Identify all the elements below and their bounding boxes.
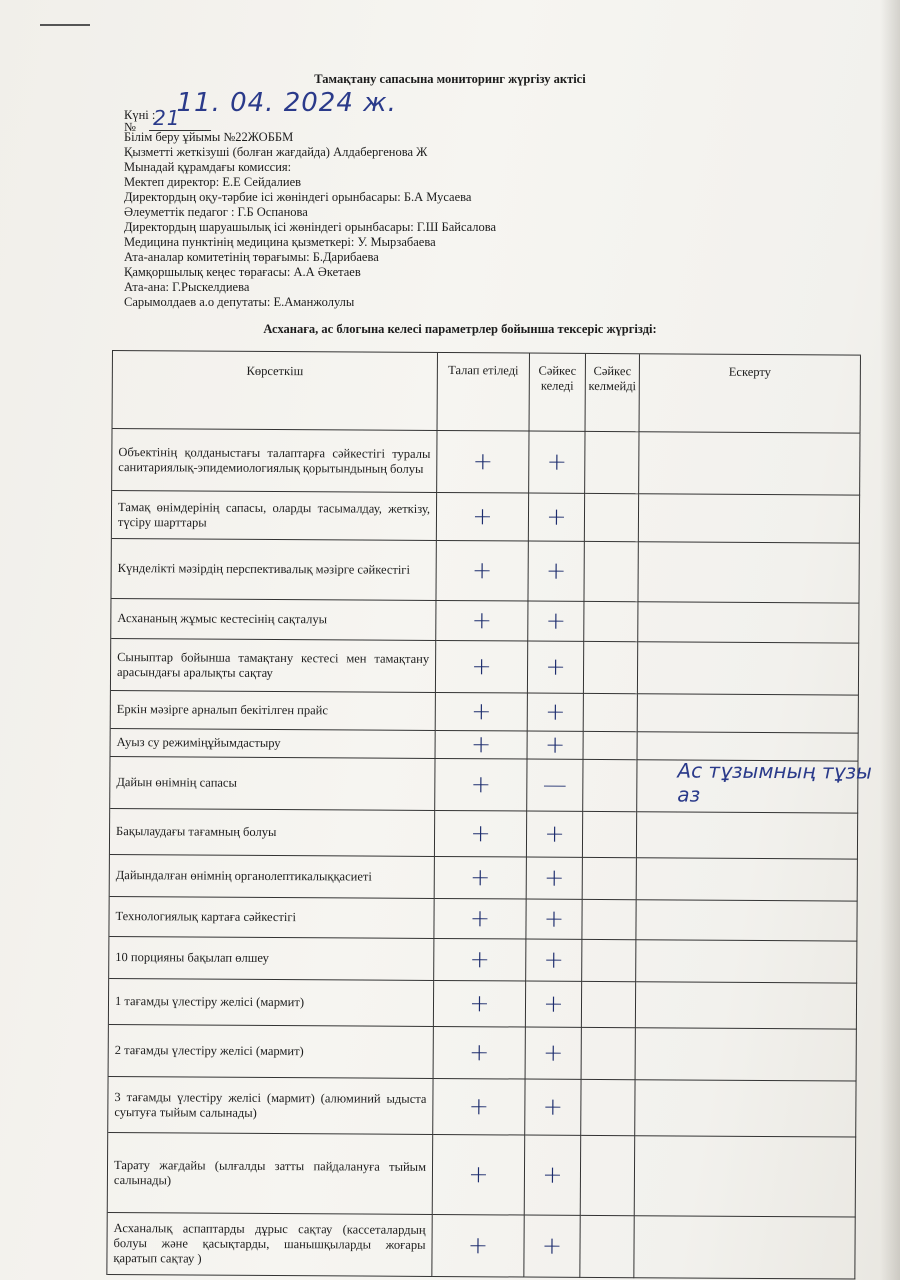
note-cell	[638, 732, 859, 761]
note-cell	[637, 812, 858, 859]
indicator-cell	[111, 691, 436, 731]
meta-line-deputy-admin: Директордың шаруашылық ісі жөніндегі орынбасары: Г.Ш Байсалова	[124, 220, 497, 234]
note-text: Ас тұзымның тұзы аз	[677, 758, 872, 807]
note-cell	[637, 858, 858, 901]
required-mark: +	[469, 945, 490, 974]
table-row	[108, 1077, 856, 1138]
not-complies-mark	[584, 542, 637, 601]
not-complies-mark	[584, 642, 637, 693]
not-complies-mark	[580, 1216, 633, 1277]
note-cell	[638, 542, 859, 603]
complies-cell	[524, 1216, 580, 1278]
complies-mark: +	[544, 730, 566, 759]
meta-line-medical: Медицина пунктінің медицина қызметкері: У. Мырзабаева	[124, 235, 436, 249]
table-row	[111, 729, 859, 762]
indicator-cell	[111, 599, 436, 641]
complies-mark: +	[543, 989, 564, 1018]
required-mark: +	[470, 819, 491, 848]
required-cell	[435, 857, 527, 900]
required-mark: +	[468, 1092, 490, 1121]
header-not-complies: Сәйкес келмейді	[586, 354, 640, 432]
inspection-table	[106, 350, 872, 1280]
indicator-text: Ауыз су режиміңұйымдастыру	[116, 735, 281, 751]
indicator-text: Бақылаудағы тағамның болуы	[116, 824, 277, 840]
indicator-cell	[112, 429, 437, 493]
table-row	[107, 1213, 855, 1280]
table-header-row	[113, 351, 861, 434]
table-row	[111, 639, 859, 696]
complies-cell	[525, 1136, 581, 1216]
indicator-text: Асханалық аспаптарды дұрыс сақтау (кассеталардың болуы және қасықтарды, шанышқыларды жоғары қаратып сақтау )	[113, 1221, 426, 1266]
complies-cell	[527, 812, 583, 858]
note-cell	[635, 1080, 856, 1137]
required-cell	[436, 541, 528, 602]
complies-mark: +	[542, 1160, 563, 1189]
indicator-cell	[111, 539, 436, 601]
table-row	[109, 1025, 857, 1082]
indicator-cell	[111, 729, 436, 759]
required-mark: +	[471, 652, 492, 681]
complies-cell	[527, 760, 583, 812]
indicator-cell	[108, 1077, 433, 1135]
required-mark: +	[469, 989, 490, 1018]
note-cell	[639, 494, 860, 543]
meta-line-parent: Ата-ана: Г.Рыскелдиева	[124, 280, 250, 294]
required-mark: +	[472, 556, 493, 585]
number-handwritten: 21	[149, 106, 210, 131]
required-mark: +	[469, 1038, 490, 1067]
indicator-text: Сыныптар бойынша тамақтану кестесі мен тамақтану арасындағы аралықты сақтау	[116, 649, 430, 680]
not-complies-cell	[584, 642, 638, 694]
not-complies-cell	[581, 1080, 635, 1136]
complies-mark: +	[543, 904, 565, 933]
required-mark: +	[467, 1231, 489, 1260]
not-complies-mark	[585, 432, 638, 493]
complies-mark: +	[544, 863, 565, 892]
not-complies-mark	[581, 1080, 634, 1135]
table-row	[108, 1133, 856, 1218]
required-cell	[436, 731, 528, 760]
not-complies-cell	[585, 494, 639, 542]
not-complies-cell	[582, 982, 636, 1028]
not-complies-cell	[583, 858, 637, 900]
header-indicator: Көрсеткіш	[113, 351, 438, 431]
table-row	[110, 757, 872, 814]
meta-line-director: Мектеп директор: Е.Е Сейдалиев	[124, 175, 302, 189]
complies-cell	[526, 940, 582, 982]
table-row	[110, 809, 858, 860]
complies-cell	[526, 1028, 582, 1080]
indicator-text: 1 тағамды үлестіру желісі (мармит)	[114, 994, 305, 1010]
not-complies-cell	[584, 602, 638, 642]
not-complies-mark	[582, 900, 635, 939]
indicator-text: Тамақ өнімдерінің сапасы, оларды тасымалдау, жеткізу, түсіру шарттары	[117, 499, 431, 530]
not-complies-cell	[584, 732, 638, 760]
date-label: Күні :	[124, 108, 156, 122]
note-cell	[636, 900, 857, 941]
complies-cell	[525, 1080, 581, 1136]
table-row	[112, 491, 860, 544]
note-cell	[639, 432, 860, 495]
complies-mark: +	[541, 1231, 563, 1260]
required-cell	[434, 981, 526, 1028]
indicator-text: Технологиялық картаға сәйкестігі	[115, 909, 297, 925]
complies-cell	[529, 494, 585, 542]
note-cell	[638, 602, 859, 643]
complies-mark: +	[543, 1038, 564, 1067]
required-cell	[436, 693, 528, 732]
indicator-text: Объектінің қолданыстағы талаптарға сәйкестігі туралы санитариялық-эпидемиологиялық қорытындының болуы	[118, 444, 431, 476]
table-row	[109, 979, 857, 1030]
table-row	[109, 937, 857, 984]
complies-mark: +	[545, 652, 566, 681]
indicator-cell	[109, 979, 434, 1027]
indicator-cell	[109, 937, 434, 981]
meta-line-social-pedagogue: Әлеуметтік педагог : Г.Б Оспанова	[124, 205, 308, 219]
meta-line-deputy-edu: Директордың оқу-тәрбие ісі жөніндегі орынбасары: Б.А Мусаева	[124, 190, 472, 204]
document-title: Тамақтану сапасына мониторинг жүргізу актісі	[314, 72, 586, 86]
indicator-text: Асхананың жұмыс кестесінің сақталуы	[117, 611, 328, 627]
note-cell	[638, 694, 859, 733]
complies-cell	[528, 602, 584, 642]
required-cell	[435, 759, 527, 812]
complies-mark: +	[546, 502, 567, 531]
table-row	[109, 897, 857, 942]
complies-cell	[526, 900, 582, 940]
not-complies-mark	[583, 812, 636, 857]
required-mark: +	[472, 502, 493, 531]
meta-line-parents-committee: Ата-аналар комитетінің төрағымы: Б.Дарибаева	[124, 250, 379, 264]
table-row	[112, 429, 860, 496]
not-complies-cell	[583, 760, 637, 812]
not-complies-cell	[582, 940, 636, 982]
required-cell	[432, 1215, 524, 1278]
complies-mark: +	[546, 447, 567, 476]
required-mark: +	[472, 447, 493, 476]
not-complies-mark	[584, 732, 637, 759]
complies-cell	[529, 432, 585, 494]
complies-cell	[528, 542, 584, 602]
required-cell	[434, 1027, 526, 1080]
not-complies-mark	[582, 982, 635, 1027]
meta-line-commission: Мынадай құрамдағы комиссия:	[124, 160, 292, 174]
indicator-text: Дайын өнімнің сапасы	[116, 775, 237, 790]
indicator-text: 3 тағамды үлестіру желісі (мармит) (алюминий ыдыста суытуға тыйым салынады)	[114, 1089, 427, 1120]
note-cell	[636, 940, 857, 983]
top-dash-mark	[40, 24, 90, 26]
required-mark: +	[471, 606, 492, 635]
table-row	[111, 599, 859, 644]
meta-line-guardianship: Қамқоршылық кеңес төрағасы: А.А Әкетаев	[124, 265, 361, 279]
required-mark: +	[470, 770, 491, 799]
not-complies-mark	[584, 602, 637, 641]
not-complies-mark	[585, 494, 638, 541]
required-mark: +	[470, 730, 492, 759]
not-complies-mark	[582, 1028, 635, 1079]
indicator-cell	[109, 1025, 434, 1079]
complies-cell	[526, 982, 582, 1028]
complies-cell	[528, 732, 584, 760]
required-mark: +	[468, 1160, 489, 1189]
not-complies-cell	[582, 1028, 636, 1080]
note-cell	[636, 1028, 857, 1081]
not-complies-mark	[582, 940, 635, 981]
complies-mark: +	[542, 1092, 564, 1121]
indicator-cell	[111, 639, 436, 693]
complies-mark: +	[543, 945, 564, 974]
header-note: Ескерту	[640, 354, 861, 433]
required-mark: +	[469, 904, 491, 933]
note-cell	[635, 1136, 856, 1217]
header-required: Талап етіледі	[438, 353, 530, 432]
section-title: Асханаға, ас блогына келесі параметрлер бойынша тексеріс жүргізді:	[263, 322, 657, 336]
table-row	[111, 691, 859, 734]
indicator-cell	[110, 855, 435, 899]
meta-line-supplier: Қызметті жеткізуші (болған жағдайда) Алдабергенова Ж	[124, 145, 428, 159]
complies-mark: +	[545, 606, 566, 635]
indicator-text: 2 тағамды үлестіру желісі (мармит)	[114, 1043, 304, 1059]
indicator-cell	[109, 897, 434, 939]
required-cell	[435, 811, 527, 858]
indicator-cell	[110, 809, 435, 857]
meta-line-deputy: Сарымолдаев а.о депутаты: Е.Аманжолулы	[124, 295, 355, 309]
complies-mark: +	[546, 556, 567, 585]
indicator-cell	[110, 757, 435, 811]
number-label: №	[124, 120, 136, 134]
required-cell	[433, 1135, 525, 1216]
required-cell	[437, 431, 529, 494]
not-complies-mark	[584, 694, 637, 731]
indicator-cell	[107, 1213, 432, 1277]
indicator-cell	[112, 491, 437, 541]
note-cell	[634, 1216, 855, 1279]
not-complies-mark	[581, 1136, 634, 1215]
complies-cell	[527, 858, 583, 900]
not-complies-cell	[580, 1216, 634, 1278]
not-complies-cell	[581, 1136, 635, 1216]
required-mark: +	[470, 863, 491, 892]
note-cell	[636, 982, 857, 1029]
required-cell	[434, 899, 526, 940]
note-cell	[638, 642, 859, 695]
meta-line-school: Білім беру ұйымы №22ЖОББМ	[124, 130, 294, 144]
indicator-text: Тарату жағдайы (ылғалды затты пайдалануға тыйым салынады)	[113, 1157, 427, 1187]
table-row	[111, 539, 859, 604]
date-handwritten: 11. 04. 2024 ж.	[176, 88, 397, 118]
required-cell	[433, 1079, 525, 1136]
complies-mark: +	[544, 819, 565, 848]
required-cell	[436, 601, 528, 642]
required-mark: +	[471, 697, 492, 726]
required-cell	[434, 939, 526, 982]
note-cell	[637, 758, 872, 813]
indicator-text: Дайындалған өнімнің органолептикалыққасиеті	[115, 868, 372, 884]
not-complies-cell	[585, 432, 639, 494]
indicator-text: Күнделікті мәзірдің перспективалық мәзірге сәйкестігі	[117, 561, 410, 577]
complies-cell	[528, 694, 584, 732]
not-complies-mark	[583, 858, 636, 899]
not-complies-cell	[584, 542, 638, 602]
complies-mark: +	[545, 697, 566, 726]
required-cell	[437, 493, 529, 542]
required-cell	[436, 641, 528, 694]
not-complies-cell	[583, 812, 637, 858]
indicator-text: 10 порцияны бақылап өлшеу	[115, 950, 269, 965]
page-edge-shadow	[880, 0, 900, 1280]
header-complies: Сәйкес келеді	[530, 354, 586, 432]
table-row	[110, 855, 858, 902]
not-complies-cell	[584, 694, 638, 732]
not-complies-mark	[583, 760, 636, 811]
complies-mark: —	[542, 770, 567, 799]
not-complies-cell	[582, 900, 636, 940]
indicator-text: Еркін мәзірге арналып бекітілген прайс	[116, 702, 328, 718]
complies-cell	[528, 642, 584, 694]
indicator-cell	[108, 1133, 433, 1215]
